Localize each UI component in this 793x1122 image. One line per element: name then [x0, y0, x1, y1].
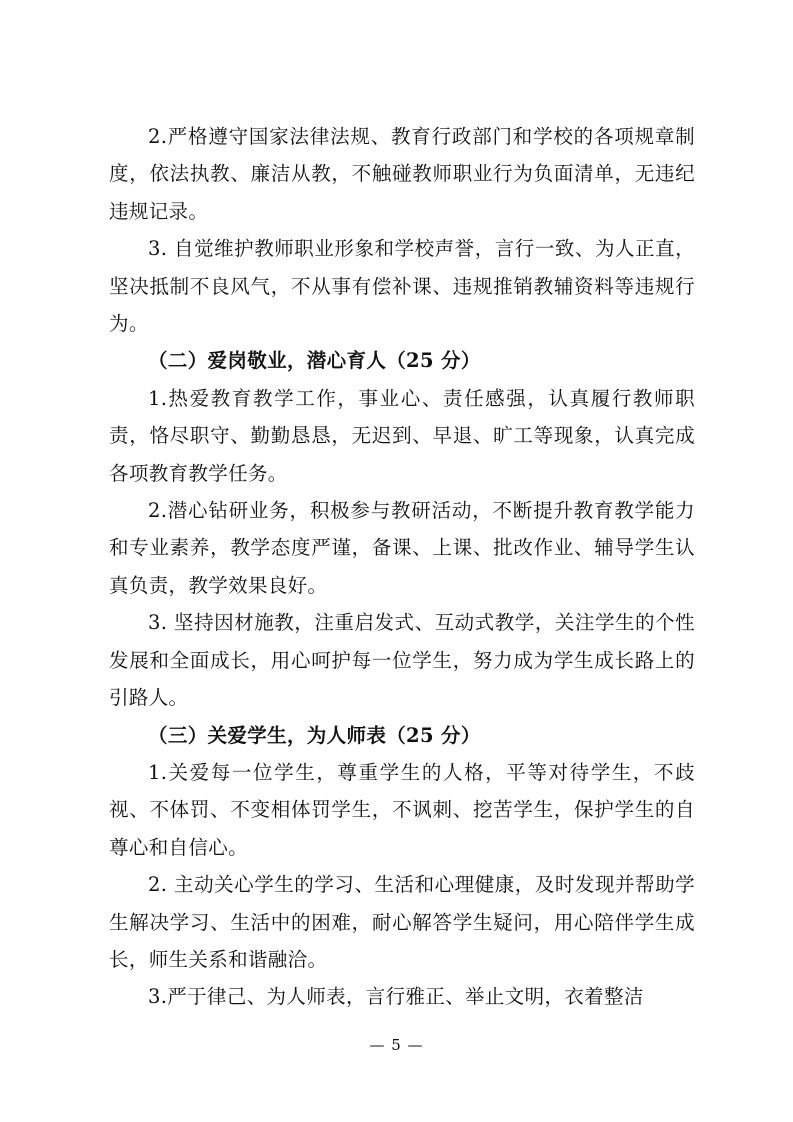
section-heading-3: （三）关爱学生，为人师表（25 分）	[148, 723, 481, 747]
page-number: — 5 —	[369, 1036, 424, 1054]
paragraph-dedication-3: 3. 坚持因材施教，注重启发式、互动式教学，关注学生的个性发展和全面成长，用心呵护每一位学生，努力成为学生成长路上的引路人。	[109, 611, 695, 710]
paragraph-rule-2-law: 2.严格遵守国家法律法规、教育行政部门和学校的各项规章制度，依法执教、廉洁从教，不触碰教师职业行为负面清单，无违纪违规记录。	[109, 125, 695, 223]
paragraph-dedication-2: 2.潜心钻研业务，积极参与教研活动，不断提升教育教学能力和专业素养，教学态度严谨，备课、上课、批改作业、辅导学生认真负责，教学效果良好。	[109, 499, 695, 597]
paragraph-rule-3-image: 3. 自觉维护教师职业形象和学校声誉，言行一致、为人正直，坚决抵制不良风气，不从事有偿补课、违规推销教辅资料等违规行为。	[109, 237, 695, 336]
paragraph-care-3: 3.严于律己、为人师表，言行雅正、举止文明，衣着整洁	[148, 985, 644, 1009]
paragraph-care-1: 1.关爱每一位学生，尊重学生的人格，平等对待学生，不歧视、不体罚、不变相体罚学生，不讽刺、挖苦学生，保护学生的自尊心和自信心。	[109, 760, 695, 859]
document-body	[109, 118, 695, 1016]
paragraph-care-2: 2. 主动关心学生的学习、生活和心理健康，及时发现并帮助学生解决学习、生活中的困难，耐心解答学生疑问，用心陪伴学生成长，师生关系和谐融洽。	[109, 873, 695, 971]
paragraph-dedication-1: 1.热爱教育教学工作，事业心、责任感强，认真履行教师职责，恪尽职守、勤勤恳恳，无迟到、早退、旷工等现象，认真完成各项教育教学任务。	[109, 386, 695, 485]
section-heading-2: （二）爱岗敬业，潜心育人（25 分）	[148, 349, 481, 373]
